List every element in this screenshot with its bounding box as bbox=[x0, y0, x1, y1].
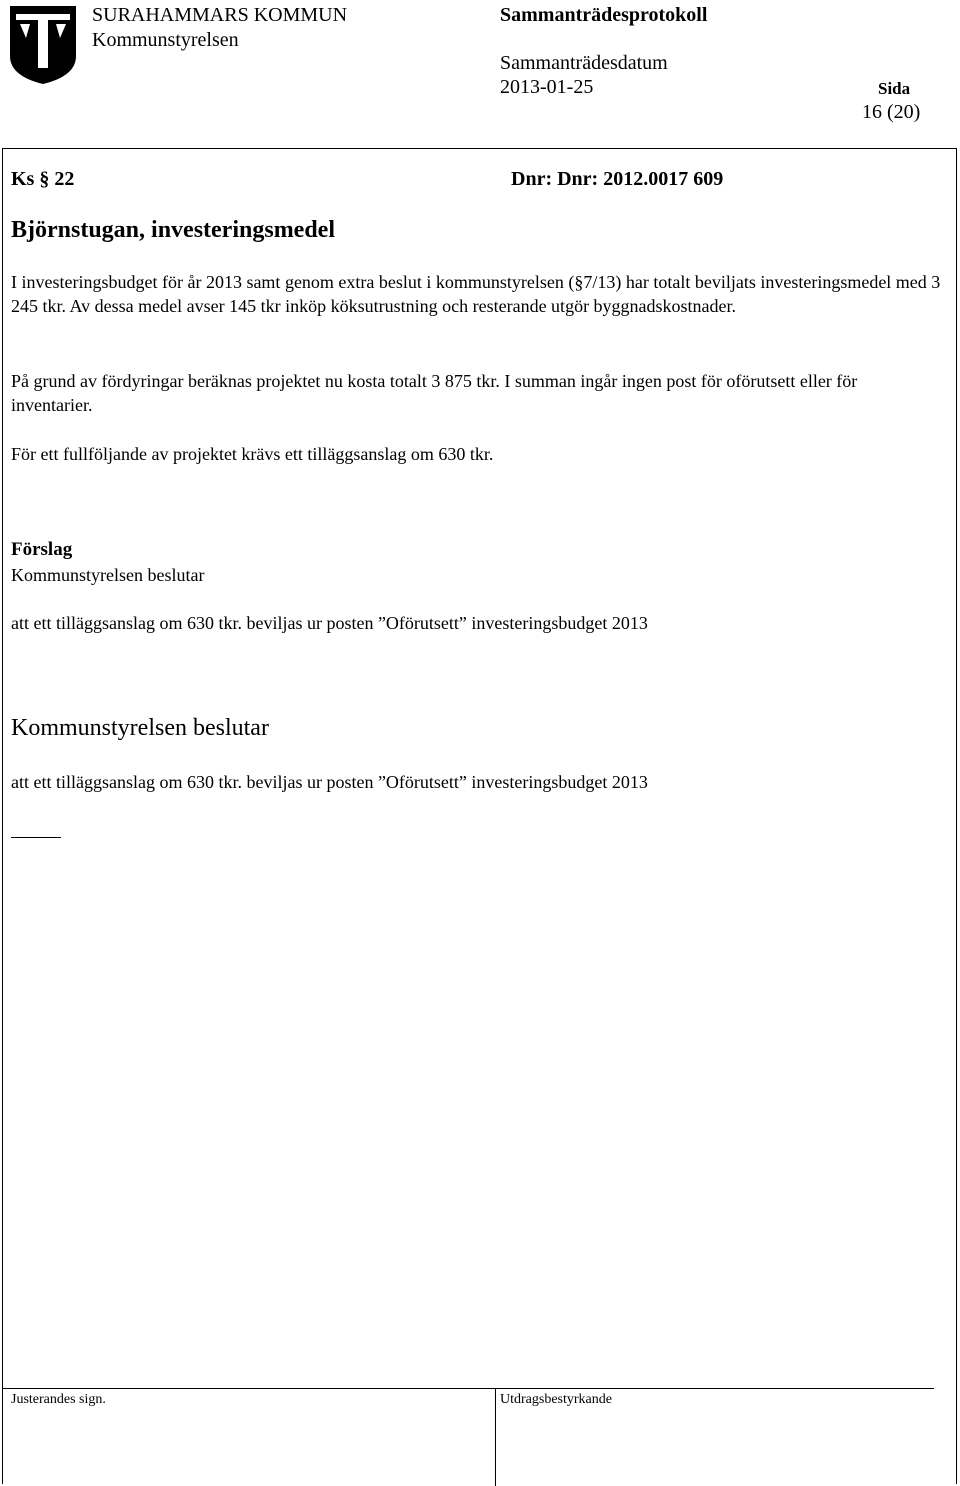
meeting-date-label: Sammanträdesdatum bbox=[500, 52, 668, 74]
diary-number: Dnr: Dnr: 2012.0017 609 bbox=[511, 168, 724, 190]
coat-of-arms-icon bbox=[8, 4, 78, 86]
page-label: Sida bbox=[878, 79, 911, 98]
decision-text: att ett tilläggsanslag om 630 tkr. beviljas ur posten ”Oförutsett” investeringsbudget 2013 bbox=[11, 772, 648, 792]
proposal-text: att ett tilläggsanslag om 630 tkr. beviljas ur posten ”Oförutsett” investeringsbudget 2013 bbox=[11, 613, 648, 633]
paragraph-2: På grund av fördyringar beräknas projektet nu kosta totalt 3 875 tkr. I summan ingår ingen post för oförutsett eller för inventarier. bbox=[11, 371, 858, 415]
case-number: Ks § 22 bbox=[11, 168, 75, 190]
paragraph-1: I investeringsbudget för år 2013 samt genom extra beslut i kommunstyrelsen (§7/13) har totalt beviljats investeringsmedel med 3 245 tkr. Av dessa medel avser 145 tkr inköp köksutrustning och resterande utgör byggnadskostnader. bbox=[11, 272, 941, 316]
page-number: 16 (20) bbox=[862, 101, 921, 123]
proposal-heading: Förslag bbox=[11, 539, 73, 560]
decision-heading: Kommunstyrelsen beslutar bbox=[11, 715, 269, 741]
adjuster-signature-label: Justerandes sign. bbox=[11, 1392, 106, 1407]
document-type: Sammanträdesprotokoll bbox=[500, 4, 708, 26]
signature-divider-line bbox=[2, 1388, 934, 1389]
signature-column-divider bbox=[495, 1388, 496, 1486]
meeting-date-value: 2013-01-25 bbox=[500, 76, 594, 98]
content-frame bbox=[2, 148, 957, 1484]
end-line bbox=[11, 837, 61, 838]
proposal-intro: Kommunstyrelsen beslutar bbox=[11, 565, 205, 585]
case-title: Björnstugan, investeringsmedel bbox=[11, 217, 335, 243]
extract-certification-label: Utdragsbestyrkande bbox=[500, 1392, 612, 1407]
municipality-name: SURAHAMMARS KOMMUN bbox=[92, 4, 348, 26]
committee-name: Kommunstyrelsen bbox=[92, 29, 239, 51]
paragraph-3: För ett fullföljande av projektet krävs ett tilläggsanslag om 630 tkr. bbox=[11, 444, 494, 464]
